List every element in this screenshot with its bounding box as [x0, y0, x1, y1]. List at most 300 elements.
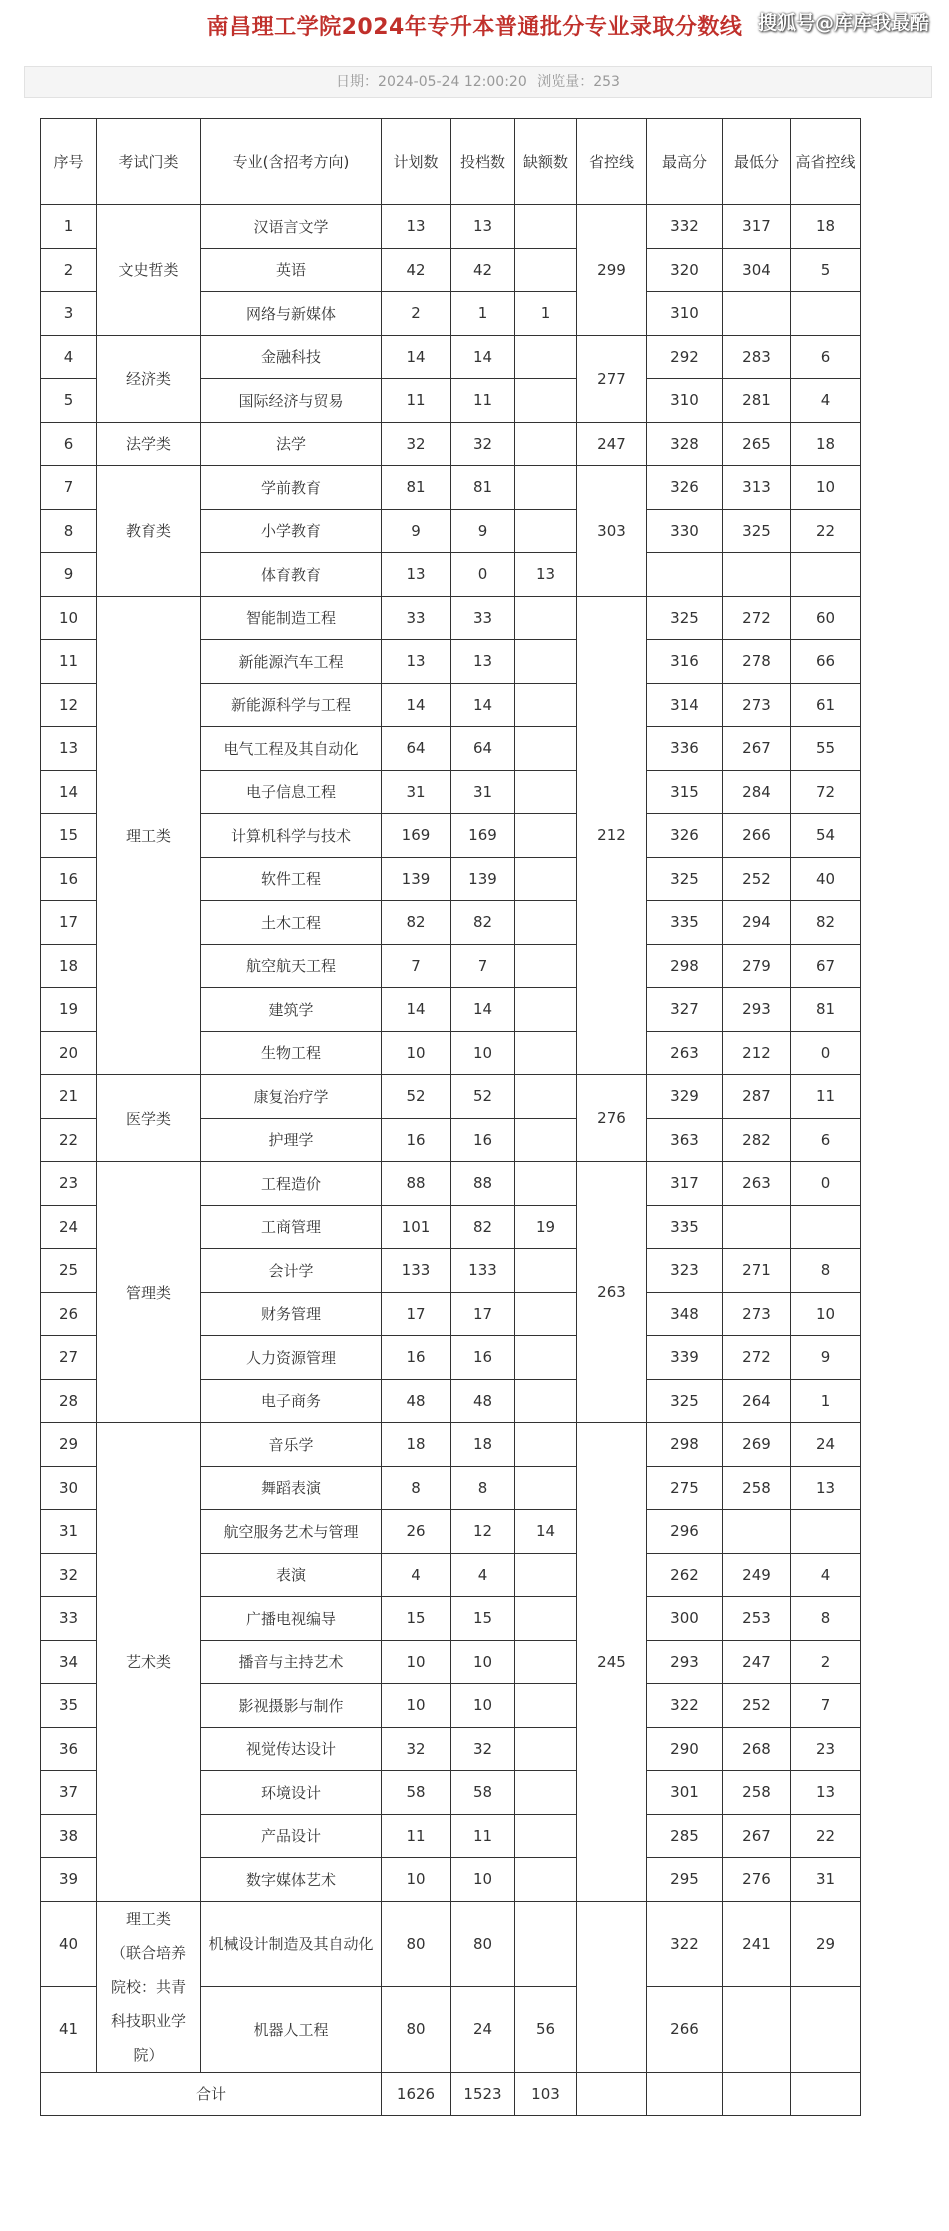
cell-plan: 64 — [382, 727, 451, 771]
cell-index: 40 — [41, 1901, 97, 1987]
cell-index: 19 — [41, 988, 97, 1032]
cell-filed: 16 — [451, 1336, 515, 1380]
cell-index: 12 — [41, 683, 97, 727]
cell-above-line: 29 — [791, 1901, 861, 1987]
cell-max: 363 — [647, 1118, 723, 1162]
cell-plan: 31 — [382, 770, 451, 814]
cell-filed: 42 — [451, 248, 515, 292]
cell-major: 智能制造工程 — [201, 596, 382, 640]
category-line: （联合培养 — [110, 1943, 186, 1962]
cell-filed: 13 — [451, 205, 515, 249]
cell-min: 284 — [723, 770, 791, 814]
cell-above-line: 13 — [791, 1466, 861, 1510]
cell-min: 304 — [723, 248, 791, 292]
cell-above-line — [791, 1205, 861, 1249]
cell-filed: 8 — [451, 1466, 515, 1510]
cell-filed: 1 — [451, 292, 515, 336]
cell-shortfall — [515, 379, 577, 423]
cell-min: 265 — [723, 422, 791, 466]
meta-bar — [24, 66, 932, 98]
total-row — [41, 2072, 861, 2116]
cell-above-line: 2 — [791, 1640, 861, 1684]
cell-filed: 18 — [451, 1423, 515, 1467]
cell-above-line: 61 — [791, 683, 861, 727]
cell-above-line: 5 — [791, 248, 861, 292]
cell-max: 328 — [647, 422, 723, 466]
cell-max: 300 — [647, 1597, 723, 1641]
category-cell: 经济类 — [97, 335, 201, 422]
cell-major: 土木工程 — [201, 901, 382, 945]
cell-major: 体育教育 — [201, 553, 382, 597]
cell-shortfall — [515, 640, 577, 684]
cell-index: 25 — [41, 1249, 97, 1293]
cell-plan: 17 — [382, 1292, 451, 1336]
cell-above-line: 7 — [791, 1684, 861, 1728]
cell-major: 建筑学 — [201, 988, 382, 1032]
category-cell: 医学类 — [97, 1075, 201, 1162]
cell-index: 37 — [41, 1771, 97, 1815]
cell-min — [723, 1510, 791, 1554]
cell-plan: 101 — [382, 1205, 451, 1249]
cell-plan: 52 — [382, 1075, 451, 1119]
cell-index: 16 — [41, 857, 97, 901]
cell-max: 316 — [647, 640, 723, 684]
cell-shortfall — [515, 1379, 577, 1423]
total-filed: 1523 — [451, 2072, 515, 2116]
cell-shortfall — [515, 1292, 577, 1336]
cell-filed: 82 — [451, 901, 515, 945]
cell-major: 航空航天工程 — [201, 944, 382, 988]
cell-major: 新能源科学与工程 — [201, 683, 382, 727]
cell-major: 表演 — [201, 1553, 382, 1597]
category-cell: 文史哲类 — [97, 205, 201, 336]
cell-above-line — [791, 1510, 861, 1554]
category-cell: 艺术类 — [97, 1423, 201, 1902]
cell-max: 317 — [647, 1162, 723, 1206]
cell-shortfall: 13 — [515, 553, 577, 597]
cell-max: 322 — [647, 1684, 723, 1728]
cell-max: 322 — [647, 1901, 723, 1987]
cell-filed: 14 — [451, 335, 515, 379]
cell-shortfall — [515, 1031, 577, 1075]
cell-min: 294 — [723, 901, 791, 945]
cell-major: 新能源汽车工程 — [201, 640, 382, 684]
total-min — [723, 2072, 791, 2116]
cell-min: 279 — [723, 944, 791, 988]
cell-min: 293 — [723, 988, 791, 1032]
category-line: 科技职业学 — [110, 2011, 186, 2030]
cell-major: 网络与新媒体 — [201, 292, 382, 336]
cell-filed: 10 — [451, 1640, 515, 1684]
table-row — [41, 205, 861, 249]
cell-shortfall: 19 — [515, 1205, 577, 1249]
total-plan: 1626 — [382, 2072, 451, 2116]
cell-plan: 80 — [382, 1901, 451, 1987]
cell-plan: 10 — [382, 1640, 451, 1684]
cell-major: 舞蹈表演 — [201, 1466, 382, 1510]
cell-max: 293 — [647, 1640, 723, 1684]
cell-plan: 80 — [382, 1987, 451, 2073]
cell-max: 326 — [647, 814, 723, 858]
cell-above-line: 66 — [791, 640, 861, 684]
cell-above-line: 8 — [791, 1597, 861, 1641]
cell-min: 313 — [723, 466, 791, 510]
cell-shortfall: 1 — [515, 292, 577, 336]
cell-filed: 139 — [451, 857, 515, 901]
col-header-plan: 计划数 — [382, 119, 451, 205]
cell-major: 电气工程及其自动化 — [201, 727, 382, 771]
score-table — [40, 118, 861, 2116]
cell-max: 292 — [647, 335, 723, 379]
cell-plan: 82 — [382, 901, 451, 945]
cell-plan: 16 — [382, 1336, 451, 1380]
cell-plan: 9 — [382, 509, 451, 553]
cell-plan: 32 — [382, 422, 451, 466]
cell-filed: 13 — [451, 640, 515, 684]
cell-above-line: 0 — [791, 1031, 861, 1075]
cell-min: 258 — [723, 1466, 791, 1510]
cell-shortfall — [515, 1727, 577, 1771]
category-cell: 教育类 — [97, 466, 201, 597]
cell-min: 282 — [723, 1118, 791, 1162]
table-row — [41, 1075, 861, 1119]
cell-min: 273 — [723, 683, 791, 727]
cell-index: 11 — [41, 640, 97, 684]
cell-above-line: 82 — [791, 901, 861, 945]
cell-filed: 52 — [451, 1075, 515, 1119]
cell-index: 33 — [41, 1597, 97, 1641]
cell-max: 326 — [647, 466, 723, 510]
cell-above-line — [791, 1987, 861, 2073]
cell-max: 320 — [647, 248, 723, 292]
cell-major: 软件工程 — [201, 857, 382, 901]
cell-filed: 15 — [451, 1597, 515, 1641]
cell-plan: 88 — [382, 1162, 451, 1206]
cell-shortfall — [515, 1597, 577, 1641]
category-cell: 管理类 — [97, 1162, 201, 1423]
cell-min: 278 — [723, 640, 791, 684]
table-row — [41, 335, 861, 379]
cell-above-line: 11 — [791, 1075, 861, 1119]
cell-shortfall — [515, 988, 577, 1032]
category-cell-joint — [97, 1901, 201, 2072]
cell-above-line: 6 — [791, 335, 861, 379]
cell-min: 268 — [723, 1727, 791, 1771]
control-line-cell: 245 — [577, 1423, 647, 1902]
cell-filed: 32 — [451, 1727, 515, 1771]
col-header-category: 考试门类 — [97, 119, 201, 205]
col-header-above-line: 高省控线 — [791, 119, 861, 205]
cell-min: 325 — [723, 509, 791, 553]
cell-max: 290 — [647, 1727, 723, 1771]
cell-major: 学前教育 — [201, 466, 382, 510]
category-line: 院校：共青 — [110, 1977, 186, 1996]
cell-shortfall — [515, 1553, 577, 1597]
cell-plan: 58 — [382, 1771, 451, 1815]
cell-above-line: 1 — [791, 1379, 861, 1423]
cell-major: 法学 — [201, 422, 382, 466]
cell-plan: 81 — [382, 466, 451, 510]
cell-min: 272 — [723, 596, 791, 640]
cell-index: 26 — [41, 1292, 97, 1336]
cell-major: 汉语言文学 — [201, 205, 382, 249]
cell-max: 325 — [647, 857, 723, 901]
cell-filed: 88 — [451, 1162, 515, 1206]
cell-index: 27 — [41, 1336, 97, 1380]
col-header-max: 最高分 — [647, 119, 723, 205]
cell-above-line — [791, 292, 861, 336]
cell-shortfall: 14 — [515, 1510, 577, 1554]
control-line-cell: 277 — [577, 335, 647, 422]
cell-min: 317 — [723, 205, 791, 249]
cell-plan: 42 — [382, 248, 451, 292]
cell-filed: 7 — [451, 944, 515, 988]
cell-filed: 10 — [451, 1858, 515, 1902]
cell-shortfall — [515, 1423, 577, 1467]
cell-index: 32 — [41, 1553, 97, 1597]
cell-major: 机械设计制造及其自动化 — [201, 1901, 382, 1987]
cell-plan: 14 — [382, 335, 451, 379]
cell-min: 281 — [723, 379, 791, 423]
cell-index: 6 — [41, 422, 97, 466]
control-line-cell: 276 — [577, 1075, 647, 1162]
cell-min — [723, 1987, 791, 2073]
cell-shortfall — [515, 1771, 577, 1815]
cell-max: 325 — [647, 1379, 723, 1423]
cell-max: 285 — [647, 1814, 723, 1858]
cell-plan: 48 — [382, 1379, 451, 1423]
cell-index: 13 — [41, 727, 97, 771]
cell-plan: 10 — [382, 1031, 451, 1075]
cell-plan: 26 — [382, 1510, 451, 1554]
cell-max: 335 — [647, 1205, 723, 1249]
cell-max: 325 — [647, 596, 723, 640]
cell-plan: 2 — [382, 292, 451, 336]
cell-plan: 14 — [382, 988, 451, 1032]
cell-index: 34 — [41, 1640, 97, 1684]
cell-max: 263 — [647, 1031, 723, 1075]
cell-plan: 8 — [382, 1466, 451, 1510]
cell-plan: 32 — [382, 1727, 451, 1771]
control-line-cell: 299 — [577, 205, 647, 336]
cell-filed: 12 — [451, 1510, 515, 1554]
cell-plan: 13 — [382, 205, 451, 249]
cell-max: 336 — [647, 727, 723, 771]
cell-major: 计算机科学与技术 — [201, 814, 382, 858]
cell-above-line: 22 — [791, 509, 861, 553]
cell-max: 315 — [647, 770, 723, 814]
cell-above-line: 18 — [791, 205, 861, 249]
cell-min: 241 — [723, 1901, 791, 1987]
total-max — [647, 2072, 723, 2116]
cell-major: 音乐学 — [201, 1423, 382, 1467]
watermark: 搜狐号@库库我最酷 — [757, 12, 929, 34]
cell-shortfall — [515, 1249, 577, 1293]
cell-index: 20 — [41, 1031, 97, 1075]
cell-filed: 24 — [451, 1987, 515, 2073]
category-line: 理工类 — [125, 1909, 171, 1928]
col-header-min: 最低分 — [723, 119, 791, 205]
cell-shortfall — [515, 1075, 577, 1119]
cell-above-line: 10 — [791, 466, 861, 510]
cell-max: 298 — [647, 1423, 723, 1467]
cell-max: 330 — [647, 509, 723, 553]
cell-major: 数字媒体艺术 — [201, 1858, 382, 1902]
cell-plan: 11 — [382, 1814, 451, 1858]
cell-above-line: 67 — [791, 944, 861, 988]
cell-above-line: 54 — [791, 814, 861, 858]
cell-min: 273 — [723, 1292, 791, 1336]
cell-index: 28 — [41, 1379, 97, 1423]
cell-filed: 10 — [451, 1031, 515, 1075]
cell-min: 252 — [723, 857, 791, 901]
control-line-cell — [577, 1901, 647, 2072]
total-label: 合计 — [41, 2072, 382, 2116]
cell-index: 30 — [41, 1466, 97, 1510]
cell-min: 271 — [723, 1249, 791, 1293]
cell-min — [723, 1205, 791, 1249]
cell-above-line: 6 — [791, 1118, 861, 1162]
cell-above-line: 0 — [791, 1162, 861, 1206]
cell-min: 258 — [723, 1771, 791, 1815]
cell-shortfall — [515, 683, 577, 727]
cell-index: 2 — [41, 248, 97, 292]
table-row — [41, 1162, 861, 1206]
cell-above-line: 72 — [791, 770, 861, 814]
control-line-cell: 212 — [577, 596, 647, 1075]
cell-filed: 11 — [451, 379, 515, 423]
cell-shortfall — [515, 1466, 577, 1510]
cell-major: 生物工程 — [201, 1031, 382, 1075]
cell-max: 295 — [647, 1858, 723, 1902]
cell-filed: 33 — [451, 596, 515, 640]
cell-filed: 9 — [451, 509, 515, 553]
cell-max: 301 — [647, 1771, 723, 1815]
cell-filed: 169 — [451, 814, 515, 858]
cell-min: 287 — [723, 1075, 791, 1119]
cell-above-line: 22 — [791, 1814, 861, 1858]
cell-major: 产品设计 — [201, 1814, 382, 1858]
cell-major: 播音与主持艺术 — [201, 1640, 382, 1684]
cell-index: 5 — [41, 379, 97, 423]
category-cell: 理工类 — [97, 596, 201, 1075]
cell-plan: 16 — [382, 1118, 451, 1162]
col-header-filed: 投档数 — [451, 119, 515, 205]
cell-shortfall — [515, 770, 577, 814]
col-header-index: 序号 — [41, 119, 97, 205]
cell-shortfall — [515, 901, 577, 945]
cell-index: 18 — [41, 944, 97, 988]
total-above-line — [791, 2072, 861, 2116]
cell-max: 296 — [647, 1510, 723, 1554]
cell-index: 41 — [41, 1987, 97, 2073]
total-control-line — [577, 2072, 647, 2116]
cell-min: 267 — [723, 727, 791, 771]
control-line-cell: 303 — [577, 466, 647, 597]
cell-filed: 16 — [451, 1118, 515, 1162]
cell-shortfall — [515, 857, 577, 901]
cell-shortfall — [515, 1858, 577, 1902]
cell-plan: 169 — [382, 814, 451, 858]
cell-above-line — [791, 553, 861, 597]
cell-max: 327 — [647, 988, 723, 1032]
cell-max — [647, 553, 723, 597]
cell-index: 36 — [41, 1727, 97, 1771]
cell-index: 8 — [41, 509, 97, 553]
cell-filed: 10 — [451, 1684, 515, 1728]
cell-plan: 4 — [382, 1553, 451, 1597]
cell-filed: 0 — [451, 553, 515, 597]
cell-index: 7 — [41, 466, 97, 510]
cell-min: 267 — [723, 1814, 791, 1858]
cell-plan: 33 — [382, 596, 451, 640]
cell-index: 15 — [41, 814, 97, 858]
cell-above-line: 81 — [791, 988, 861, 1032]
cell-plan: 133 — [382, 1249, 451, 1293]
cell-filed: 32 — [451, 422, 515, 466]
total-shortfall: 103 — [515, 2072, 577, 2116]
cell-major: 环境设计 — [201, 1771, 382, 1815]
cell-filed: 64 — [451, 727, 515, 771]
cell-above-line: 23 — [791, 1727, 861, 1771]
cell-min: 249 — [723, 1553, 791, 1597]
cell-index: 9 — [41, 553, 97, 597]
cell-max: 314 — [647, 683, 723, 727]
cell-max: 329 — [647, 1075, 723, 1119]
cell-index: 21 — [41, 1075, 97, 1119]
cell-plan: 13 — [382, 553, 451, 597]
cell-major: 国际经济与贸易 — [201, 379, 382, 423]
cell-plan: 14 — [382, 683, 451, 727]
page-title: 南昌理工学院2024年专升本普通批分专业录取分数线 — [206, 15, 743, 40]
cell-shortfall — [515, 1814, 577, 1858]
cell-shortfall — [515, 596, 577, 640]
cell-shortfall — [515, 335, 577, 379]
cell-index: 10 — [41, 596, 97, 640]
cell-filed: 31 — [451, 770, 515, 814]
cell-max: 339 — [647, 1336, 723, 1380]
cell-plan: 13 — [382, 640, 451, 684]
cell-min: 212 — [723, 1031, 791, 1075]
cell-filed: 14 — [451, 683, 515, 727]
cell-index: 39 — [41, 1858, 97, 1902]
category-cell: 法学类 — [97, 422, 201, 466]
cell-index: 31 — [41, 1510, 97, 1554]
cell-shortfall — [515, 509, 577, 553]
cell-min: 264 — [723, 1379, 791, 1423]
cell-major: 广播电视编导 — [201, 1597, 382, 1641]
cell-max: 335 — [647, 901, 723, 945]
cell-major: 工程造价 — [201, 1162, 382, 1206]
cell-plan: 10 — [382, 1684, 451, 1728]
cell-filed: 80 — [451, 1901, 515, 1987]
cell-shortfall — [515, 205, 577, 249]
cell-index: 24 — [41, 1205, 97, 1249]
cell-major: 航空服务艺术与管理 — [201, 1510, 382, 1554]
cell-major: 金融科技 — [201, 335, 382, 379]
col-header-major: 专业(含招考方向) — [201, 119, 382, 205]
cell-index: 29 — [41, 1423, 97, 1467]
cell-major: 会计学 — [201, 1249, 382, 1293]
cell-index: 14 — [41, 770, 97, 814]
control-line-cell: 263 — [577, 1162, 647, 1423]
cell-filed: 82 — [451, 1205, 515, 1249]
cell-min: 272 — [723, 1336, 791, 1380]
cell-major: 财务管理 — [201, 1292, 382, 1336]
cell-filed: 4 — [451, 1553, 515, 1597]
cell-min: 269 — [723, 1423, 791, 1467]
cell-filed: 58 — [451, 1771, 515, 1815]
